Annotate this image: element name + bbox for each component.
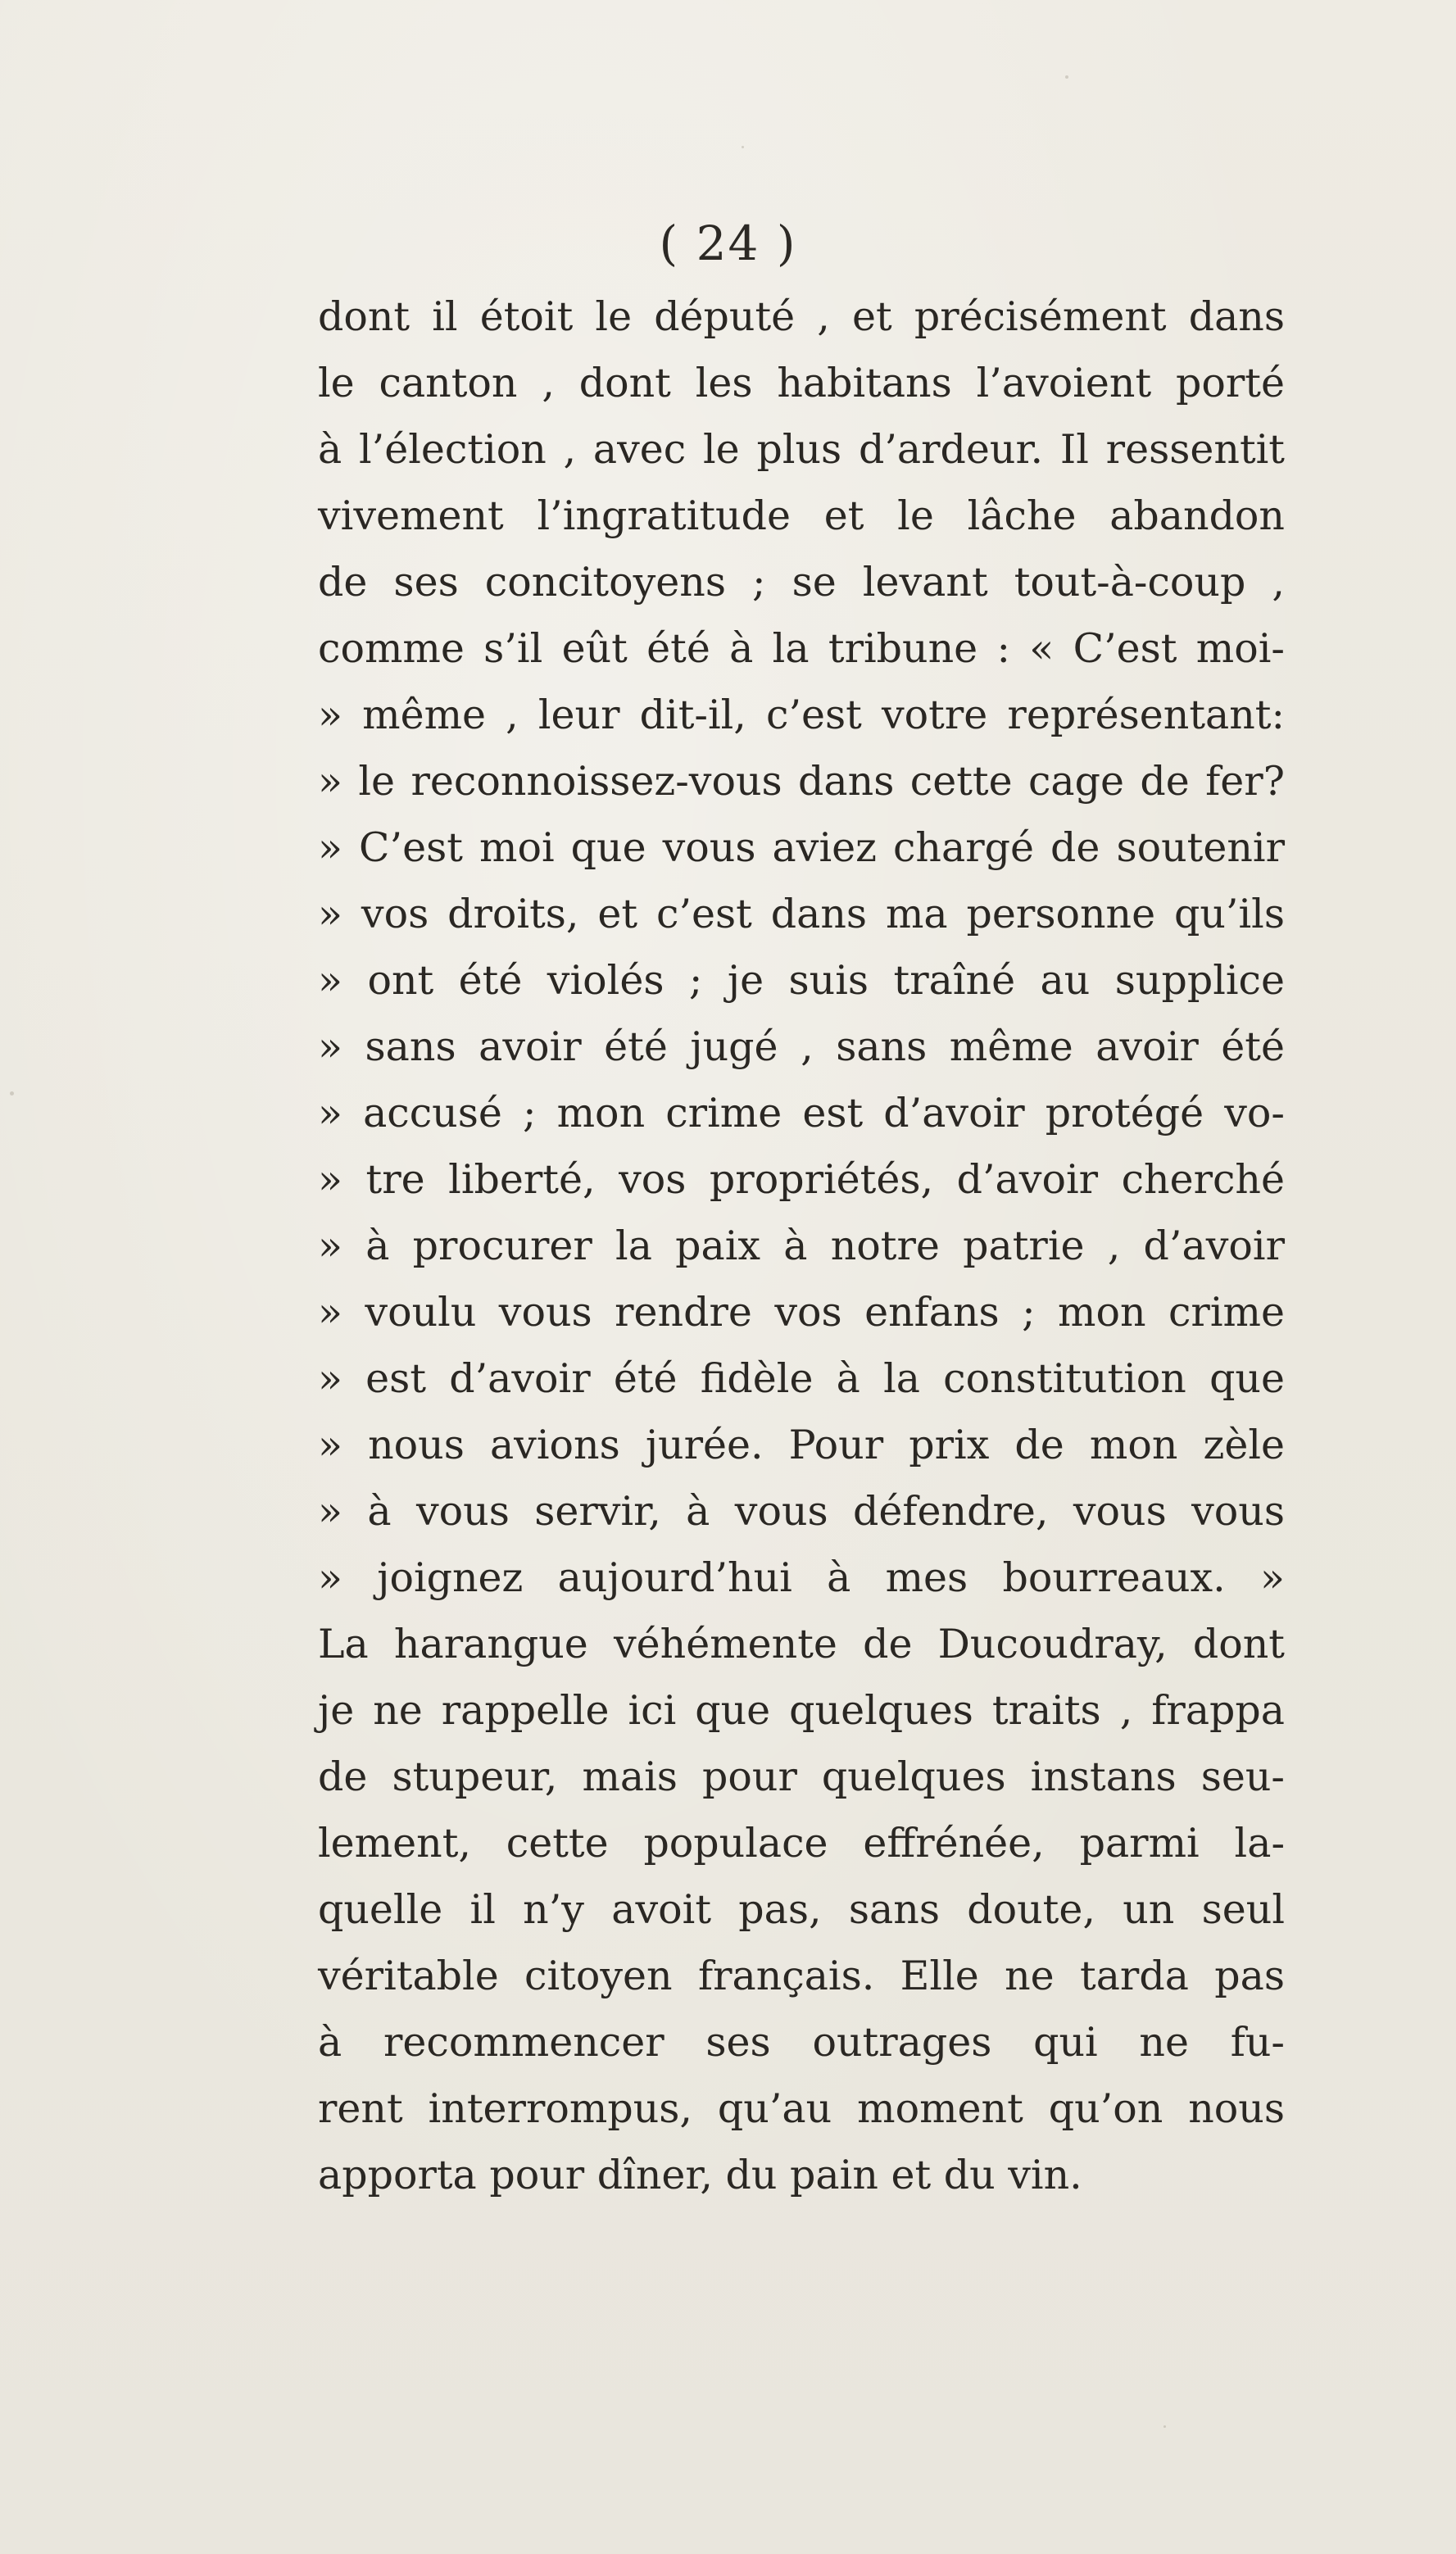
- paper-speck: [742, 146, 744, 148]
- text-line-7: » même , leur dit-il, c’est votre représentant:: [318, 692, 1285, 738]
- text-line-3: à l’élection , avec le plus d’ardeur. Il ressentit: [318, 426, 1285, 473]
- text-line-24: lement, cette populace effrénée, parmi la-: [318, 1820, 1285, 1867]
- paper-speck: [10, 1091, 14, 1096]
- body-text: [318, 284, 1285, 2208]
- text-line-20: » joignez aujourd’hui à mes bourreaux. »: [318, 1554, 1285, 1601]
- text-line-25: quelle il n’y avoit pas, sans doute, un seul: [318, 1886, 1285, 1933]
- text-line-21: La harangue véhémente de Ducoudray, dont: [318, 1621, 1285, 1667]
- text-line-26: véritable citoyen français. Elle ne tarda pas: [318, 1953, 1285, 1999]
- text-line-15: » à procurer la paix à notre patrie , d’avoir: [318, 1223, 1285, 1269]
- paper-speck: [1163, 2425, 1166, 2428]
- text-line-13: » accusé ; mon crime est d’avoir protégé vo-: [318, 1090, 1285, 1136]
- text-line-10: » vos droits, et c’est dans ma personne qu’ils: [318, 891, 1285, 937]
- text-line-14: » tre liberté, vos propriétés, d’avoir cherché: [318, 1156, 1285, 1203]
- text-line-29: apporta pour dîner, du pain et du vin.: [318, 2152, 1082, 2198]
- text-line-27: à recommencer ses outrages qui ne fu-: [318, 2019, 1285, 2066]
- text-line-18: » nous avions jurée. Pour prix de mon zèle: [318, 1422, 1285, 1468]
- text-line-5: de ses concitoyens ; se levant tout-à-coup ,: [318, 559, 1285, 606]
- text-line-17: » est d’avoir été fidèle à la constitution que: [318, 1355, 1285, 1402]
- page-number: ( 24 ): [659, 215, 797, 271]
- text-line-11: » ont été violés ; je suis traîné au supplice: [318, 957, 1285, 1004]
- text-line-9: » C’est moi que vous aviez chargé de soutenir: [318, 824, 1285, 871]
- text-line-22: je ne rappelle ici que quelques traits , frappa: [318, 1687, 1285, 1734]
- text-line-8: » le reconnoissez-vous dans cette cage de fer?: [318, 758, 1285, 805]
- text-line-16: » voulu vous rendre vos enfans ; mon crime: [318, 1289, 1285, 1336]
- text-line-28: rent interrompus, qu’au moment qu’on nous: [318, 2085, 1285, 2132]
- text-line-19: » à vous servir, à vous défendre, vous vous: [318, 1488, 1285, 1535]
- text-line-4: vivement l’ingratitude et le lâche abandon: [318, 492, 1285, 539]
- text-line-1: dont il étoit le député , et précisément dans: [318, 293, 1285, 340]
- text-line-12: » sans avoir été jugé , sans même avoir été: [318, 1023, 1285, 1070]
- text-line-2: le canton , dont les habitans l’avoient porté: [318, 360, 1285, 406]
- paper-speck: [1065, 75, 1068, 79]
- text-line-23: de stupeur, mais pour quelques instans seu-: [318, 1753, 1285, 1800]
- text-line-6: comme s’il eût été à la tribune : « C’est moi-: [318, 625, 1285, 672]
